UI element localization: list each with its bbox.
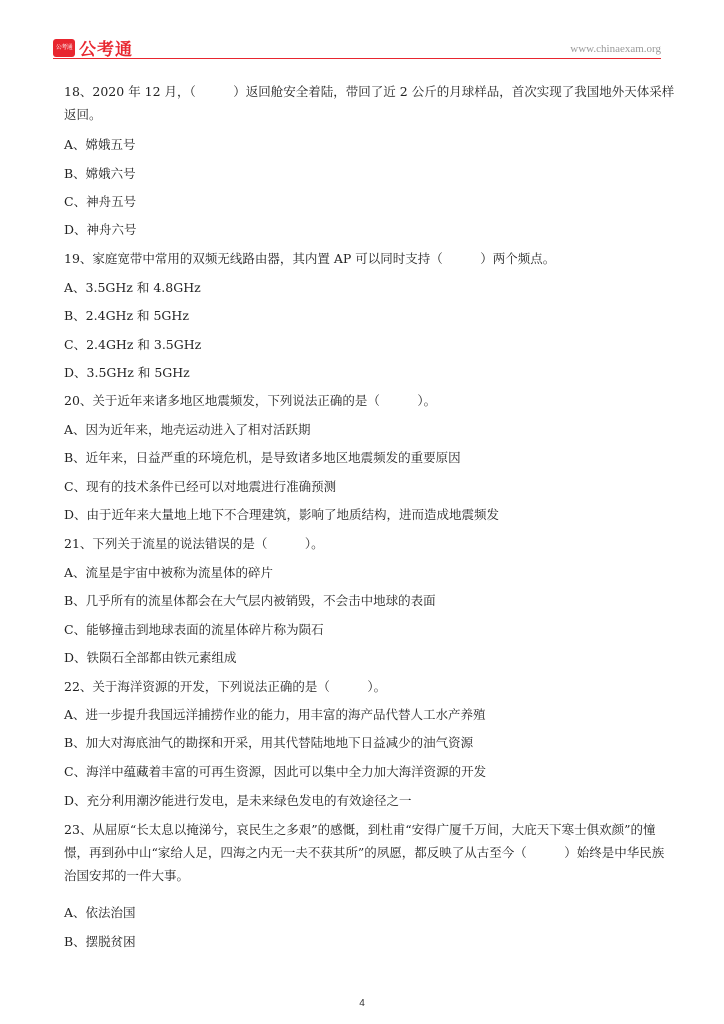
question-20-option-c: C、现有的技术条件已经可以对地震进行准确预测 [64,479,337,494]
logo-text: 公考通 [79,40,133,60]
question-18-option-a: A、嫦娥五号 [64,137,136,152]
question-18-option-b: B、嫦娥六号 [64,166,136,181]
question-23-option-b: B、摆脱贫困 [64,934,136,949]
question-23-stem: 23、从屈原“长太息以掩涕兮，哀民生之多艰”的感慨，到杜甫“安得广厦千万间，大庇天下寒士俱欢颜”的憧憬，再到孙中山“家给人足，四海之内无一夫不获其所”的夙愿，都反映了从古至今（ ）始终是中华民族治国安邦的一件大事。 [64,822,665,883]
question-19-option-a: A、3.5GHz 和 4.8GHz [64,280,201,295]
question-19-option-b: B、2.4GHz 和 5GHz [64,308,189,323]
question-18-stem: 18、2020 年 12 月，（ ）返回舱安全着陆，带回了近 2 公斤的月球样品，首次实现了我国地外天体采样返回。 [64,84,675,122]
question-18-option-c: C、神舟五号 [64,194,137,209]
page-number: 4 [359,998,365,1009]
question-19-option-c: C、2.4GHz 和 3.5GHz [64,337,202,352]
question-23-option-a: A、依法治国 [64,905,136,920]
question-20-option-b: B、近年来，日益严重的环境危机，是导致诸多地区地震频发的重要原因 [64,450,461,465]
question-20-option-d: D、由于近年来大量地上地下不合理建筑，影响了地质结构，进而造成地震频发 [64,507,500,522]
site-url: www.chinaexam.org [570,43,661,55]
question-20-stem: 20、关于近年来诸多地区地震频发，下列说法正确的是（ ）。 [64,393,437,408]
question-19-stem: 19、家庭宽带中常用的双频无线路由器，其内置 AP 可以同时支持（ ）两个频点。 [64,251,556,266]
question-18-option-d: D、神舟六号 [64,222,137,237]
question-22-option-a: A、进一步提升我国远洋捕捞作业的能力，用丰富的海产品代替人工水产养殖 [64,707,486,722]
question-19-option-d: D、3.5GHz 和 5GHz [64,365,190,380]
question-22-option-b: B、加大对海底油气的勘探和开采，用其代替陆地地下日益减少的油气资源 [64,735,474,750]
page-header [53,33,661,59]
logo [53,35,133,60]
question-20-option-a: A、因为近年来，地壳运动进入了相对活跃期 [64,422,311,437]
question-21-option-a: A、流星是宇宙中被称为流星体的碎片 [64,565,274,580]
question-22-stem: 22、关于海洋资源的开发，下列说法正确的是（ ）。 [64,679,387,694]
question-21-option-c: C、能够撞击到地球表面的流星体碎片称为陨石 [64,622,324,637]
question-21-option-d: D、铁陨石全部都由铁元素组成 [64,650,237,665]
logo-badge: 公考通 [53,39,75,57]
header-divider [53,58,661,59]
question-22-option-c: C、海洋中蕴藏着丰富的可再生资源，因此可以集中全力加大海洋资源的开发 [64,764,487,779]
question-21-option-b: B、几乎所有的流星体都会在大气层内被销毁，不会击中地球的表面 [64,593,436,608]
question-21-stem: 21、下列关于流星的说法错误的是（ ）。 [64,536,324,551]
question-22-option-d: D、充分利用潮汐能进行发电，是未来绿色发电的有效途径之一 [64,793,412,808]
